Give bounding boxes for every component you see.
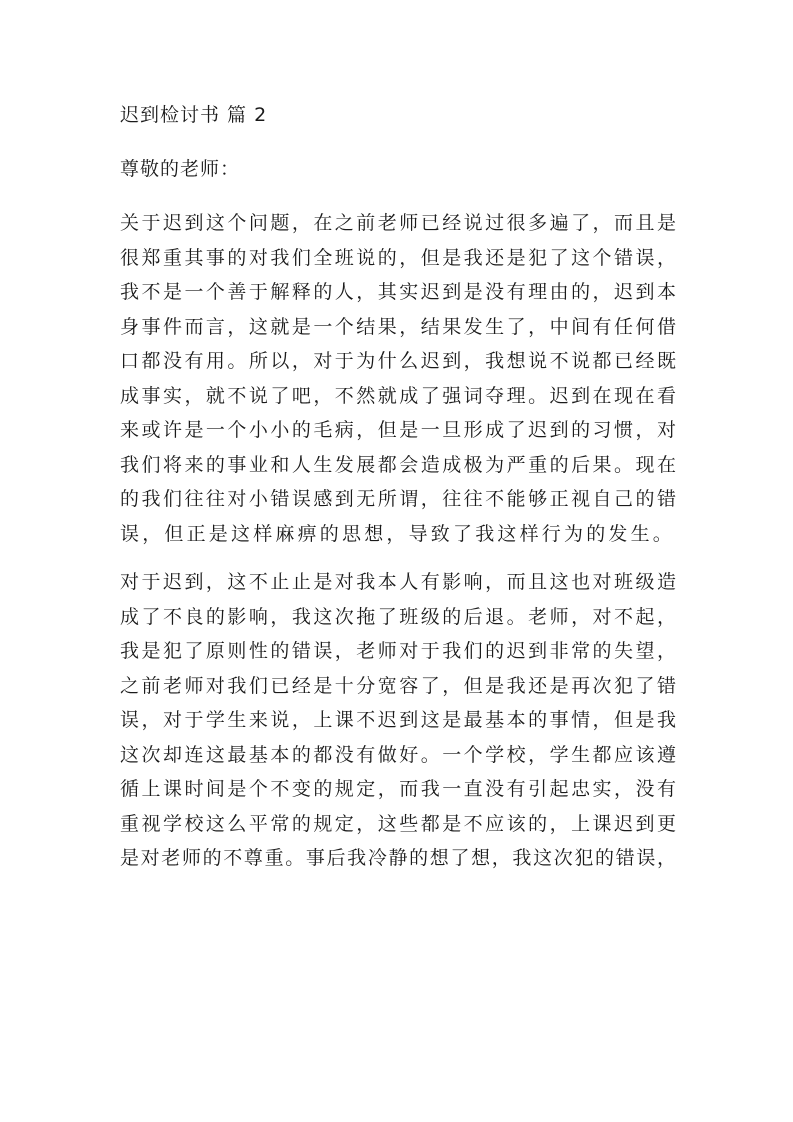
paragraph-line: 误，对于学生来说，上课不迟到这是最基本的事情，但是我 [120,709,676,731]
paragraph-line: 之前老师对我们已经是十分宽容了，但是我还是再次犯了错 [120,674,676,697]
paragraph-line: 误，但正是这样麻痹的思想，导致了我这样行为的发生。 [120,522,676,545]
paragraph-line: 对于迟到，这不止止是对我本人有影响，而且这也对班级造 [120,571,676,593]
paragraph-line: 来或许是一个小小的毛病，但是一旦形成了迟到的习惯，对 [120,419,676,441]
paragraph-line: 成事实，就不说了吧，不然就成了强词夺理。迟到在现在看 [120,384,676,407]
paragraph-line: 是对老师的不尊重。事后我冷静的想了想，我这次犯的错误， [120,847,676,869]
paragraph-line: 我是犯了原则性的错误，老师对于我们的迟到非常的失望， [120,640,676,662]
paragraph-line: 我不是一个善于解释的人，其实迟到是没有理由的，迟到本 [120,281,676,303]
paragraph-2 [120,565,676,876]
paragraph-line: 循上课时间是个不变的规定，而我一直没有引起忠实，没有 [120,778,676,800]
paragraph-line: 重视学校这么平常的规定，这些都是不应该的，上课迟到更 [120,812,676,835]
paragraph-line: 口都没有用。所以，对于为什么迟到，我想说不说都已经既 [120,350,676,372]
paragraph-line: 身事件而言，这就是一个结果，结果发生了，中间有任何借 [120,315,676,338]
salutation: 尊敬的老师： [120,158,241,180]
document-title: 迟到检讨书 篇 2 [120,104,268,126]
paragraph-line: 关于迟到这个问题，在之前老师已经说过很多遍了，而且是 [120,212,676,234]
paragraph-1 [120,206,676,551]
paragraph-line: 这次却连这最基本的都没有做好。一个学校，学生都应该遵 [120,743,676,766]
paragraph-line: 成了不良的影响，我这次拖了班级的后退。老师，对不起， [120,605,676,628]
paragraph-line: 的我们往往对小错误感到无所谓，往往不能够正视自己的错 [120,488,676,510]
paragraph-line: 很郑重其事的对我们全班说的，但是我还是犯了这个错误， [120,246,676,269]
document-body [120,98,676,890]
paragraph-line: 我们将来的事业和人生发展都会造成极为严重的后果。现在 [120,453,676,476]
